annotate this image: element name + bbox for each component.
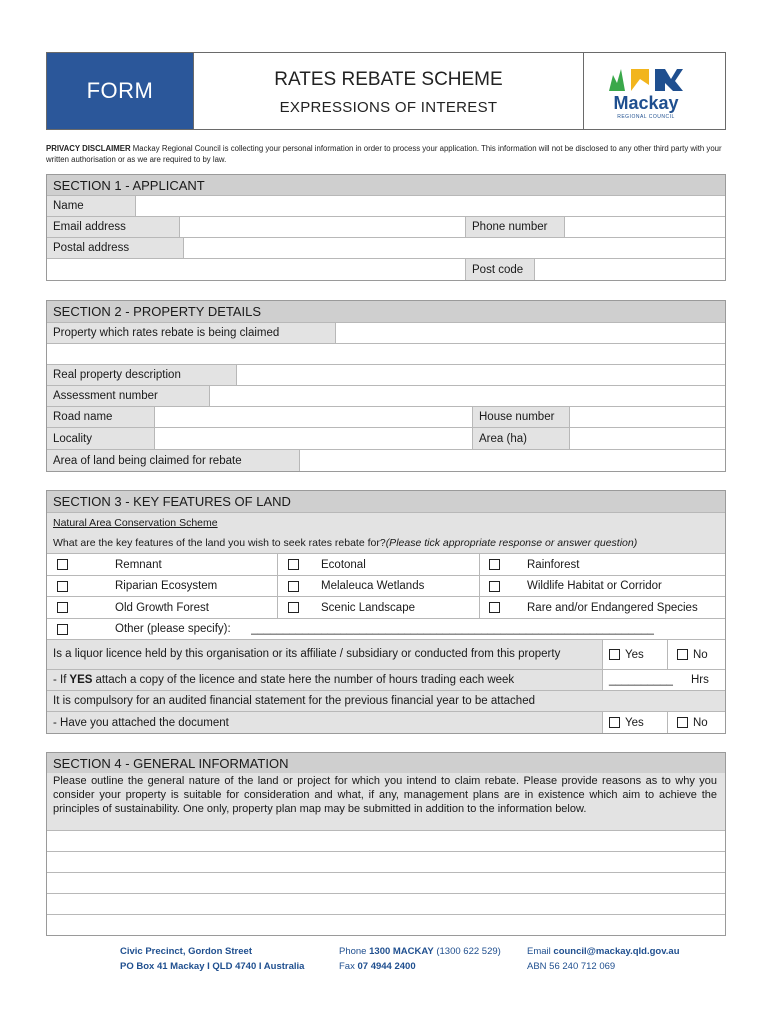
section2-header [47, 301, 725, 323]
features-question-hint: (Please tick appropriate response or answer question) [385, 537, 638, 549]
general-info-line[interactable] [47, 894, 725, 915]
postal-field-line2[interactable] [47, 259, 465, 280]
yes-label: Yes [625, 648, 644, 661]
row-compulsory [47, 691, 725, 712]
header-divider [193, 53, 194, 129]
checkbox-icon[interactable] [57, 559, 68, 570]
attached-yes[interactable] [609, 712, 669, 733]
feature-label: Melaleuca Wetlands [321, 580, 425, 592]
section-property-details [46, 300, 726, 472]
no-label: No [693, 648, 708, 661]
hours-yes: YES [69, 674, 93, 686]
footer-abn: ABN 56 240 712 069 [527, 961, 616, 972]
feature-label: Wildlife Habitat or Corridor [527, 580, 662, 592]
row-postal [47, 238, 725, 259]
row-property-2 [47, 344, 725, 365]
column-divider [667, 640, 668, 669]
email-field[interactable] [180, 217, 465, 237]
footer-phone-prefix: Phone [339, 946, 370, 957]
section4-title: SECTION 4 - GENERAL INFORMATION [47, 753, 725, 773]
footer-address-line2: PO Box 41 Mackay I QLD 4740 I Australia [120, 961, 305, 972]
road-name-field[interactable] [155, 407, 472, 427]
row-real-property [47, 365, 725, 386]
general-info-line[interactable] [47, 915, 725, 935]
feature-label: Old Growth Forest [115, 601, 209, 614]
form-subtitle: EXPRESSIONS OF INTEREST [279, 99, 498, 116]
row-locality-area [47, 428, 725, 450]
feature-checkbox[interactable] [489, 576, 509, 596]
feature-checkbox[interactable] [288, 597, 308, 618]
other-label: Other (please specify): [115, 623, 231, 635]
row-land-area [47, 450, 725, 471]
row-instructions [47, 773, 725, 831]
privacy-text: Mackay Regional Council is collecting your personal information in order to process your application. This information will not be disclosed to any other third party with your written authorisation or as we are required to by law. [46, 144, 722, 164]
column-divider [479, 597, 480, 618]
row-hours [47, 670, 725, 691]
footer-contact [339, 944, 501, 974]
land-area-label: Area of land being claimed for rebate [47, 450, 300, 471]
footer-email[interactable]: council@mackay.qld.gov.au [553, 946, 680, 957]
section-general-information [46, 752, 726, 936]
footer-email-abn [527, 944, 680, 974]
column-divider [479, 554, 480, 575]
real-property-label: Real property description [47, 365, 237, 385]
area-ha-label: Area (ha) [472, 428, 570, 449]
feature-checkbox[interactable] [57, 576, 77, 596]
house-number-field[interactable] [570, 407, 725, 427]
footer-phone: 1300 MACKAY [369, 946, 434, 957]
attached-question: - Have you attached the document [47, 712, 603, 733]
postcode-label: Post code [465, 259, 535, 280]
checkbox-icon[interactable] [489, 581, 500, 592]
section4-header [47, 753, 725, 773]
compulsory-text: It is compulsory for an audited financial statement for the previous financial year to be attached [47, 691, 725, 711]
form-header [46, 52, 726, 130]
footer-address-line1: Civic Precinct, Gordon Street [120, 946, 252, 957]
name-label: Name [47, 196, 136, 216]
phone-field[interactable] [565, 217, 725, 237]
feature-checkbox[interactable] [489, 554, 509, 575]
feature-checkbox[interactable] [57, 554, 77, 575]
assessment-field[interactable] [210, 386, 725, 406]
checkbox-icon[interactable] [489, 559, 500, 570]
privacy-disclaimer [46, 144, 726, 165]
features-question-text: What are the key features of the land you wish to seek rates rebate for? [53, 537, 386, 549]
row-road-house [47, 407, 725, 428]
footer [0, 944, 770, 974]
property-field[interactable] [336, 323, 725, 343]
feature-checkbox[interactable] [288, 554, 308, 575]
column-divider [277, 597, 278, 618]
row-scheme [47, 513, 725, 533]
feature-row-3 [47, 597, 725, 619]
postcode-field[interactable] [535, 259, 725, 280]
feature-row-2 [47, 576, 725, 597]
area-ha-field[interactable] [570, 428, 725, 449]
hours-prefix: - If [53, 674, 67, 686]
section3-title: SECTION 3 - KEY FEATURES OF LAND [47, 491, 725, 512]
liquor-no[interactable] [677, 640, 725, 669]
checkbox-icon[interactable] [609, 649, 620, 660]
checkbox-icon[interactable] [288, 602, 299, 613]
row-question [47, 533, 725, 554]
checkbox-icon[interactable] [57, 624, 68, 635]
footer-fax: 07 4944 2400 [357, 961, 416, 972]
real-property-field[interactable] [237, 365, 725, 385]
general-info-line[interactable] [47, 873, 725, 894]
features-question [47, 533, 725, 553]
general-info-line[interactable] [47, 831, 725, 852]
feature-label: Riparian Ecosystem [115, 580, 218, 592]
checkbox-icon[interactable] [677, 717, 688, 728]
house-number-label: House number [472, 407, 570, 427]
row-property [47, 323, 725, 344]
assessment-label: Assessment number [47, 386, 210, 406]
locality-label: Locality [47, 428, 155, 449]
feature-label: Rainforest [527, 558, 580, 571]
property-field-line2[interactable] [47, 344, 725, 364]
land-area-field[interactable] [300, 450, 725, 471]
logo-text: Mackay [613, 93, 679, 113]
liquor-yes[interactable] [609, 640, 669, 669]
hours-label: Hrs [691, 674, 709, 686]
column-divider [667, 712, 668, 733]
checkbox-icon[interactable] [609, 717, 620, 728]
general-info-instructions: Please outline the general nature of the land or project for which you intend to claim rebate. Please provide reasons as to why you consider your property is suitable for consideration and what, if any, management plans are in existence which aim to achieve the principles of sustainability. One only, property plan map may be submitted in addition to the information below. [53, 775, 717, 815]
postal-field[interactable] [184, 238, 725, 258]
name-field[interactable] [136, 196, 725, 216]
privacy-label: PRIVACY DISCLAIMER [46, 144, 131, 153]
locality-field[interactable] [155, 428, 472, 449]
feature-checkbox[interactable] [57, 597, 77, 618]
feature-label: Rare and/or Endangered Species [527, 601, 698, 614]
section-applicant [46, 174, 726, 281]
logo-mark-icon [607, 65, 685, 93]
email-label: Email address [47, 217, 180, 237]
general-info-line[interactable] [47, 852, 725, 873]
other-checkbox[interactable] [57, 619, 77, 639]
hours-question [47, 670, 603, 690]
liquor-question: Is a liquor licence held by this organisation or its affiliate / subsidiary or conducted from this property [47, 640, 603, 669]
postal-label: Postal address [47, 238, 184, 258]
checkbox-icon[interactable] [288, 581, 299, 592]
phone-label: Phone number [465, 217, 565, 237]
scheme-label: Natural Area Conservation Scheme [47, 513, 725, 533]
section1-title: SECTION 1 - APPLICANT [47, 175, 725, 195]
feature-checkbox[interactable] [288, 576, 308, 596]
checkbox-icon[interactable] [489, 602, 500, 613]
feature-label: Remnant [115, 558, 162, 571]
road-name-label: Road name [47, 407, 155, 427]
row-liquor [47, 640, 725, 670]
no-label: No [693, 716, 708, 729]
checkbox-icon[interactable] [677, 649, 688, 660]
row-attached [47, 712, 725, 733]
footer-fax-prefix: Fax [339, 961, 358, 972]
attached-no[interactable] [677, 712, 725, 733]
row-postal-2 [47, 259, 725, 280]
property-label: Property which rates rebate is being claimed [47, 323, 336, 343]
mackay-logo [603, 65, 689, 119]
checkbox-icon[interactable] [57, 602, 68, 613]
form-label: FORM [47, 53, 193, 129]
form-title: RATES REBATE SCHEME [274, 69, 503, 90]
footer-address [120, 944, 304, 974]
hours-field[interactable]: __________ [609, 674, 673, 686]
row-name [47, 196, 725, 217]
footer-email-prefix: Email [527, 946, 554, 957]
logo-subtext: REGIONAL COUNCIL [617, 114, 675, 120]
checkbox-icon[interactable] [57, 581, 68, 592]
section2-title: SECTION 2 - PROPERTY DETAILS [47, 301, 725, 322]
feature-label: Scenic Landscape [321, 601, 415, 614]
yes-label: Yes [625, 716, 644, 729]
row-assessment [47, 386, 725, 407]
section3-header [47, 491, 725, 513]
section1-header [47, 175, 725, 196]
footer-phone-alt: (1300 622 529) [433, 946, 501, 957]
other-specify-field[interactable]: _______________________________________________________________ [251, 623, 654, 635]
column-divider [479, 576, 480, 596]
row-email-phone [47, 217, 725, 238]
column-divider [277, 576, 278, 596]
feature-row-1 [47, 554, 725, 576]
column-divider [277, 554, 278, 575]
feature-checkbox[interactable] [489, 597, 509, 618]
feature-row-other [47, 619, 725, 640]
logo-divider [583, 53, 584, 129]
checkbox-icon[interactable] [288, 559, 299, 570]
hours-rest: attach a copy of the licence and state here the number of hours trading each week [95, 674, 515, 686]
section-key-features [46, 490, 726, 734]
feature-label: Ecotonal [321, 558, 366, 571]
